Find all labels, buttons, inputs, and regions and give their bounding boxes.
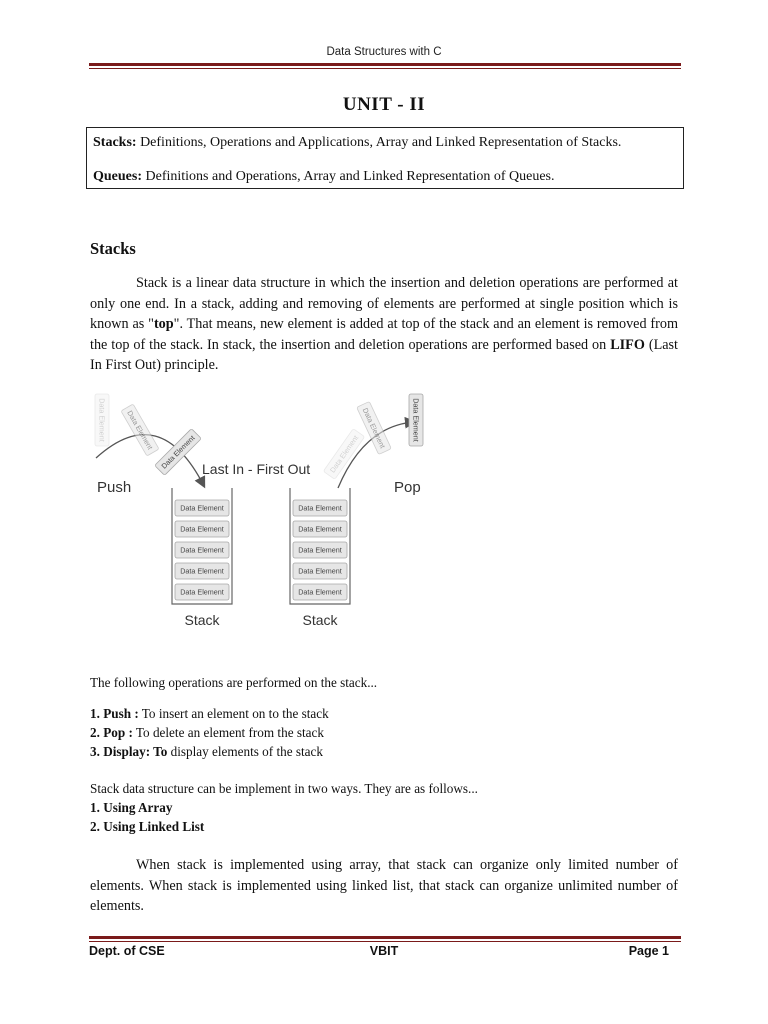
pop-stack-element xyxy=(293,521,347,537)
push-stack-element-label: Data Element xyxy=(180,524,224,534)
operation-display xyxy=(90,744,323,760)
pop-flying-element-label: Data Element xyxy=(327,433,361,475)
pop-flying-element xyxy=(409,394,423,446)
footer-page-number: Page 1 xyxy=(628,944,669,958)
closing-paragraph xyxy=(90,855,678,917)
push-flying-element-label: Data Element xyxy=(159,433,197,471)
stack-diagram xyxy=(88,388,448,638)
push-flying-element xyxy=(121,404,159,456)
unit-title: UNIT - II xyxy=(342,94,426,115)
push-stack-element-label: Data Element xyxy=(180,503,224,513)
implementation-way-linked-list-label: 2. Using Linked List xyxy=(90,819,205,834)
pop-stack-element-label: Data Element xyxy=(298,503,342,513)
push-stack-element-label: Data Element xyxy=(180,545,224,555)
operation-display-label: 3. Display: To xyxy=(90,744,168,759)
intro-paragraph xyxy=(90,273,678,376)
intro-part2: ". That means, new element is added at top of the stack and an element is removed from the top of the stack. In stack, the insertion and deletion operations are performed based on xyxy=(90,316,678,353)
syllabus-queues-text: Definitions and Operations, Array and Linked Representation of Queues. xyxy=(142,169,555,184)
intro-part3: (Last In First Out) principle. xyxy=(90,336,678,374)
pop-stack-element xyxy=(293,542,347,558)
push-stack-element-label: Data Element xyxy=(180,566,224,576)
operation-pop xyxy=(90,725,324,741)
pop-stack-element-label: Data Element xyxy=(298,524,342,534)
implementation-way-array-label: 1. Using Array xyxy=(90,800,173,815)
pop-stack-element xyxy=(293,584,347,600)
operation-push-label: 1. Push : xyxy=(90,706,139,721)
operation-pop-label: 2. Pop : xyxy=(90,725,133,740)
intro-lifo-word: LIFO xyxy=(610,336,645,353)
pop-flying-element-label: Data Element xyxy=(360,406,388,450)
push-flying-element-label: Data Element xyxy=(97,398,107,442)
pop-stack-element-label: Data Element xyxy=(298,566,342,576)
operations-intro: The following operations are performed on the stack... xyxy=(90,675,378,690)
pop-flying-element xyxy=(323,429,364,480)
operation-push-text: To insert an element on to the stack xyxy=(138,706,329,721)
operation-display-text: display elements of the stack xyxy=(167,744,323,759)
implementation-way-array xyxy=(90,800,172,816)
footer-rule xyxy=(89,936,681,939)
implementation-way-linked-list xyxy=(90,819,204,835)
push-flying-element xyxy=(95,394,109,446)
pop-stack-element-label: Data Element xyxy=(298,545,342,555)
syllabus-stacks-label: Stacks: xyxy=(93,135,137,150)
push-stack-element-label: Data Element xyxy=(180,587,224,597)
pop-label: Pop xyxy=(394,479,421,496)
header-rule-thin xyxy=(89,68,681,69)
pop-stack-element xyxy=(293,563,347,579)
push-stack-element xyxy=(175,563,229,579)
closing-paragraph-text: When stack is implemented using array, that stack can organize only limited number of elements. When stack is implemented using linked list, that stack can organize unlimited number of elements. xyxy=(90,857,678,915)
running-header-title: Data Structures with C xyxy=(326,46,442,58)
implementation-intro: Stack data structure can be implement in two ways. They are as follows... xyxy=(90,781,478,796)
push-stack-element xyxy=(175,584,229,600)
footer-institution: VBIT xyxy=(369,944,399,958)
footer-rule-thin xyxy=(89,941,681,942)
syllabus-queues-label: Queues: xyxy=(93,169,142,184)
push-stack-label: Stack xyxy=(184,612,220,628)
pop-flying-element-label: Data Element xyxy=(411,398,421,442)
syllabus-stacks-text: Definitions, Operations and Applications, Array and Linked Representation of Stacks. xyxy=(136,135,622,150)
push-stack-element xyxy=(175,500,229,516)
operation-pop-text: To delete an element from the stack xyxy=(132,725,324,740)
stack-lifo-figure xyxy=(88,388,448,638)
intro-top-word: top xyxy=(153,316,174,333)
pop-stack-label: Stack xyxy=(302,612,338,628)
syllabus-box xyxy=(86,127,684,189)
push-label: Push xyxy=(97,479,132,496)
pop-flying-element xyxy=(357,401,392,454)
push-stack-element xyxy=(175,521,229,537)
intro-part1: Stack is a linear data structure in which the insertion and deletion operations are performed at only one end. In a stack, adding and removing of elements are performed at single position which is known as " xyxy=(90,275,678,333)
footer-department: Dept. of CSE xyxy=(89,944,165,958)
push-stack-element xyxy=(175,542,229,558)
syllabus-queues-line xyxy=(93,169,555,185)
pop-stack-element-label: Data Element xyxy=(298,587,342,597)
header-rule xyxy=(89,63,681,66)
syllabus-stacks-line xyxy=(93,135,621,151)
pop-stack-element xyxy=(293,500,347,516)
push-flying-element-label: Data Element xyxy=(125,408,155,452)
lifo-caption: Last In - First Out xyxy=(202,461,311,477)
operation-push xyxy=(90,706,329,722)
section-heading: Stacks xyxy=(90,239,136,258)
